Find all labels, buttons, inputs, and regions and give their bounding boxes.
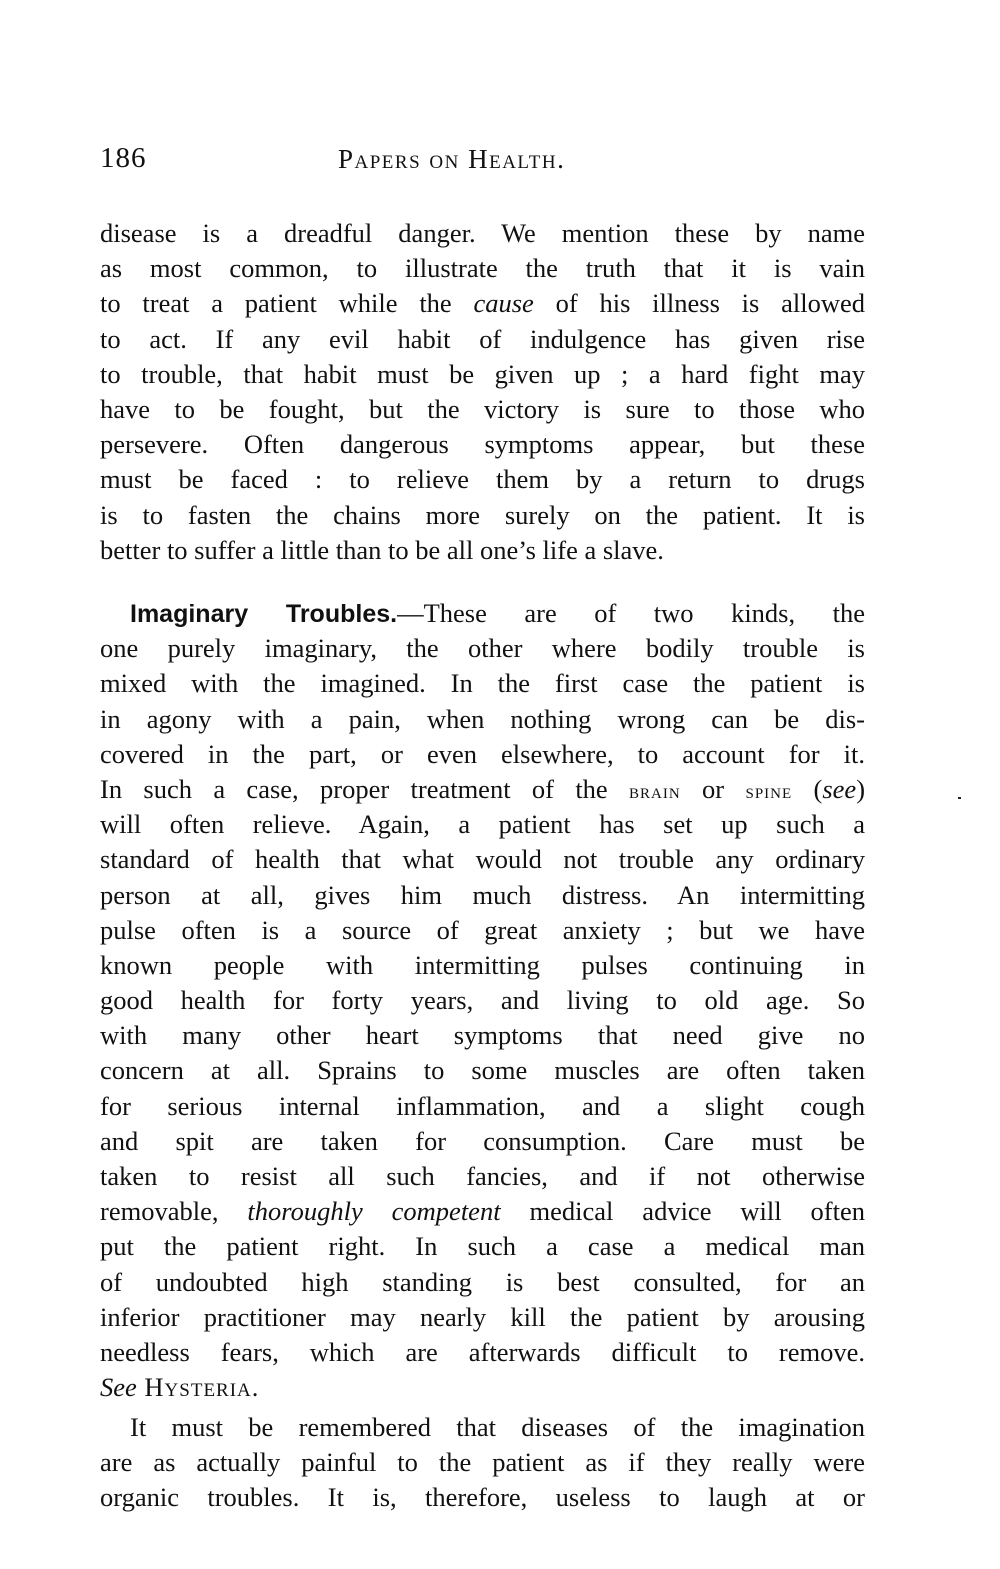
- text-line: mixed with the imagined. In the first case the patient is: [100, 668, 865, 699]
- text-line: person at all, gives him much distress. An intermitting: [100, 879, 865, 910]
- text-line: in agony with a pain, when nothing wrong can be dis-: [100, 703, 865, 734]
- text-line: In such a case, proper treatment of the brain or spine (see): [100, 773, 866, 804]
- section-imaginary-troubles: [100, 596, 865, 1405]
- running-title: Papers on Health.: [338, 144, 566, 174]
- text-line: to act. If any evil habit of indulgence has given rise: [100, 323, 865, 354]
- text-line: must be faced : to relieve them by a return to drugs: [100, 464, 865, 495]
- text-line: to treat a patient while the cause of his illness is allowed: [100, 288, 865, 319]
- text-line: to trouble, that habit must be given up ; a hard fight may: [100, 358, 865, 389]
- emphasis: thoroughly competent: [247, 1196, 501, 1227]
- see-also-line: See Hysteria.: [100, 1372, 260, 1403]
- text-line: organic troubles. It is, therefore, useless to laugh at or: [100, 1482, 865, 1513]
- text-line: for serious internal inflammation, and a slight cough: [100, 1090, 865, 1121]
- text-line: inferior practitioner may nearly kill the patient by arousing: [100, 1301, 865, 1332]
- paragraph-imagination: [100, 1410, 865, 1516]
- emphasis: cause: [473, 288, 534, 319]
- text-line: taken to resist all such fancies, and if not otherwise: [100, 1161, 865, 1191]
- text-line: pulse often is a source of great anxiety ; but we have: [100, 914, 865, 945]
- text-line: known people with intermitting pulses continuing in: [100, 949, 865, 980]
- text-line: covered in the part, or even elsewhere, to account for it.: [100, 738, 865, 769]
- section-heading: Imaginary Troubles.: [130, 600, 398, 628]
- text-line: It must be remembered that diseases of the imagination: [130, 1412, 865, 1442]
- text-line: persevere. Often dangerous symptoms appear, but these: [100, 429, 865, 460]
- text-line: better to suffer a little than to be all one’s life a slave.: [100, 534, 664, 565]
- text-line: put the patient right. In such a case a medical man: [100, 1231, 865, 1262]
- text-line: disease is a dreadful danger. We mention these by name: [100, 218, 865, 248]
- text-line: are as actually painful to the patient as if they really were: [100, 1447, 865, 1478]
- text-line: as most common, to illustrate the truth that it is vain: [100, 253, 865, 284]
- text-line: one purely imaginary, the other where bodily trouble is: [100, 633, 865, 664]
- cross-reference: Hysteria.: [136, 1372, 260, 1403]
- paragraph-drug-habits: [100, 216, 865, 568]
- page-number: 186: [100, 142, 147, 174]
- running-head: [100, 142, 865, 182]
- text-line: standard of health that what would not trouble any ordinary: [100, 844, 865, 875]
- text-line: Imaginary Troubles.—These are of two kinds, the: [130, 598, 866, 628]
- text-line: with many other heart symptoms that need give no: [100, 1020, 865, 1051]
- cross-reference: brain: [629, 777, 681, 803]
- scan-speck: [958, 797, 961, 799]
- text-line: concern at all. Sprains to some muscles are often taken: [100, 1055, 865, 1086]
- text-line: good health for forty years, and living to old age. So: [100, 985, 865, 1016]
- text-line: and spit are taken for consumption. Care must be: [100, 1125, 865, 1156]
- text-line: of undoubted high standing is best consulted, for an: [100, 1266, 865, 1297]
- text-line: is to fasten the chains more surely on the patient. It is: [100, 499, 865, 530]
- text-line: removable, thoroughly competent medical advice will often: [100, 1196, 865, 1227]
- text-line: have to be fought, but the victory is sure to those who: [100, 393, 865, 424]
- text-line: needless fears, which are afterwards difficult to remove.: [100, 1336, 865, 1367]
- text-line: will often relieve. Again, a patient has set up such a: [100, 809, 865, 840]
- cross-reference: spine: [745, 777, 793, 803]
